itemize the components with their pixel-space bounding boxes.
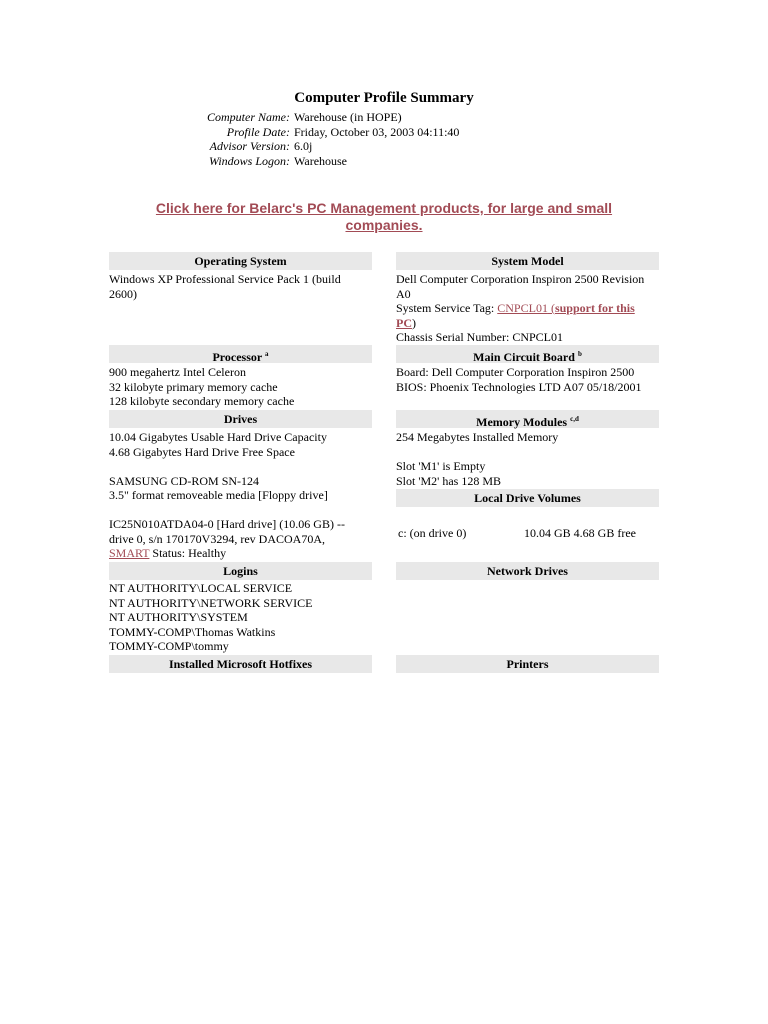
service-tag-line-2 [396,316,659,331]
processor-header [109,345,372,363]
service-tag-link[interactable] [497,301,634,315]
meta-label: Computer Name: [207,110,290,124]
support-link-cont[interactable] [396,316,412,330]
system-model-body [396,272,659,345]
meta-row-windows-logon [150,154,459,169]
meta-value: Warehouse [294,153,348,168]
meta-row-computer-name [150,110,459,125]
meta-value: Friday, October 03, 2003 04:11:40 [294,124,460,139]
memory-header [396,410,659,428]
drives-line: 4.68 Gigabytes Hard Drive Free Space [109,444,295,459]
os-line: Windows XP Professional Service Pack 1 (build [109,272,341,286]
volume-sizes: 10.04 GB 4.68 GB free [524,526,636,540]
meta-label: Profile Date: [226,124,290,139]
main-board-line: Board: Dell Computer Corporation Inspiron 2500 [396,365,635,379]
main-board-footnote: b [577,350,582,358]
meta-value: Warehouse (in HOPE) [294,110,402,124]
support-link-pc[interactable]: PC [396,315,412,330]
profile-meta [150,110,459,168]
drives-line: IC25N010ATDA04-0 [Hard drive] (10.06 GB) -- [109,517,345,531]
service-tag-close: ) [412,315,416,330]
service-tag-value: CNPCL01 [497,301,548,315]
system-model-line: Dell Computer Corporation Inspiron 2500 Revision [396,272,645,286]
spacer [109,503,372,518]
service-tag-open: ( [547,301,555,315]
promo-line-1: Click here for Belarc's PC Management products, for large and small [155,200,613,216]
drives-line: drive 0, s/n 170170V3294, rev DACOA70A, [109,531,325,546]
main-board-body [396,365,659,394]
left-column [109,252,372,677]
meta-label: Windows Logon: [208,153,290,168]
system-model-header: System Model [396,252,659,270]
meta-row-profile-date [150,125,459,140]
smart-status: Status: Healthy [149,546,227,560]
printers-header: Printers [396,655,659,673]
main-board-header [396,345,659,363]
logins-body [109,581,372,654]
promo-line-2: companies. [345,217,423,233]
belarc-promo-link[interactable] [120,200,648,234]
meta-row-advisor-version [150,139,459,154]
spacer [396,445,659,460]
login-item: NT AUTHORITY\NETWORK SERVICE [109,595,313,610]
os-body [109,272,372,301]
processor-body [109,365,372,409]
support-link[interactable]: support for this [554,301,635,315]
service-tag-label: System Service Tag: [396,301,498,315]
meta-value: 6.0j [294,139,313,153]
smart-link[interactable]: SMART [109,546,150,560]
processor-footnote: a [265,350,269,358]
memory-body [396,430,659,488]
logins-header: Logins [109,562,372,580]
service-tag-line [396,301,659,316]
main-board-header-label: Main Circuit Board [473,350,575,364]
processor-line: 32 kilobyte primary memory cache [109,379,278,394]
login-item: TOMMY-COMP\tommy [109,639,229,653]
memory-line: 254 Megabytes Installed Memory [396,430,559,444]
memory-footnote: c,d [570,415,579,423]
memory-line: Slot 'M1' is Empty [396,459,486,473]
local-volumes-header: Local Drive Volumes [396,489,659,507]
drives-line-smart [109,546,372,561]
memory-line: Slot 'M2' has 128 MB [396,473,502,488]
drives-header: Drives [109,410,372,428]
login-item: NT AUTHORITY\SYSTEM [109,610,248,624]
hotfixes-header: Installed Microsoft Hotfixes [109,655,372,673]
right-column [396,252,659,677]
processor-header-label: Processor [212,350,263,364]
meta-label: Advisor Version: [209,139,290,153]
os-line: 2600) [109,286,137,301]
network-drives-header: Network Drives [396,562,659,580]
drives-line: SAMSUNG CD-ROM SN-124 [109,473,260,488]
volume-drive: c: (on drive 0) [398,526,467,540]
login-item: NT AUTHORITY\LOCAL SERVICE [109,581,293,595]
login-item: TOMMY-COMP\Thomas Watkins [109,624,276,639]
drives-body [109,430,372,561]
main-board-line: BIOS: Phoenix Technologies LTD A07 05/18/2001 [396,379,642,394]
page-title: Computer Profile Summary [294,90,474,106]
memory-header-label: Memory Modules [476,415,568,429]
processor-line: 128 kilobyte secondary memory cache [109,394,295,408]
system-model-line: A0 [396,286,411,301]
chassis-serial: Chassis Serial Number: CNPCL01 [396,330,563,344]
drives-line: 10.04 Gigabytes Usable Hard Drive Capacity [109,430,327,444]
drives-line: 3.5" format removeable media [Floppy drive] [109,488,328,502]
os-header: Operating System [109,252,372,270]
processor-line: 900 megahertz Intel Celeron [109,365,246,379]
spacer [109,459,372,474]
